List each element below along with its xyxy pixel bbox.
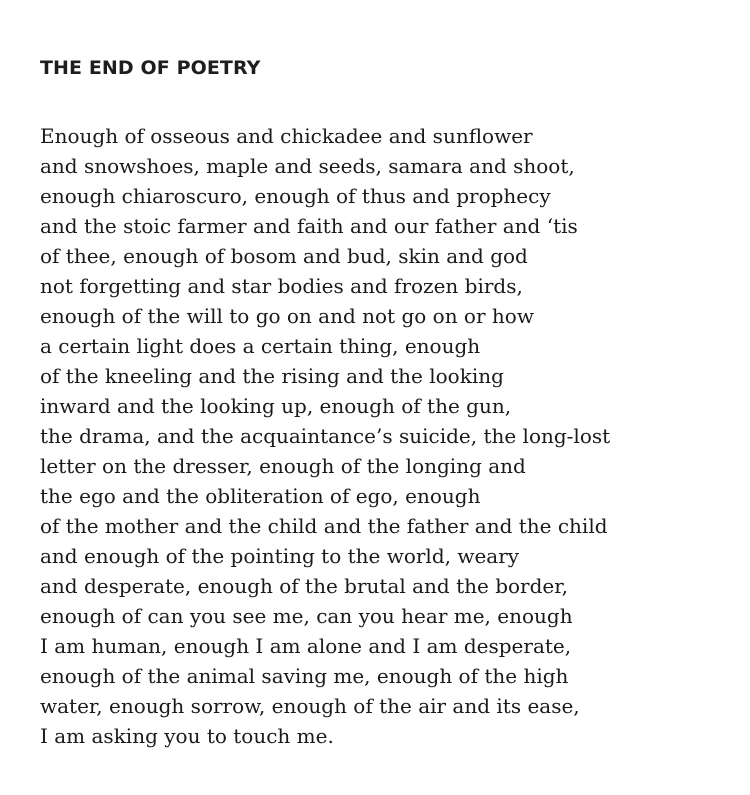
poem-line-1: Enough of osseous and chickadee and sunflower bbox=[40, 124, 533, 148]
poem-line-17: enough of can you see me, can you hear me, enough bbox=[40, 604, 573, 628]
poem-body bbox=[40, 121, 610, 751]
poem-line-4: and the stoic farmer and faith and our father and ‘tis bbox=[40, 214, 578, 238]
poem-line-12: letter on the dresser, enough of the longing and bbox=[40, 454, 526, 478]
poem-line-11: the drama, and the acquaintance’s suicide, the long-lost bbox=[40, 424, 611, 448]
poem-line-20: water, enough sorrow, enough of the air and its ease, bbox=[40, 694, 580, 718]
poem-line-7: enough of the will to go on and not go on or how bbox=[40, 304, 534, 328]
poem-line-13: the ego and the obliteration of ego, enough bbox=[40, 484, 481, 508]
poem-line-14: of the mother and the child and the father and the child bbox=[40, 514, 608, 538]
poem-line-9: of the kneeling and the rising and the looking bbox=[40, 364, 504, 388]
poem-line-18: I am human, enough I am alone and I am desperate, bbox=[40, 634, 572, 658]
poem-line-10: inward and the looking up, enough of the gun, bbox=[40, 394, 512, 418]
poem-line-8: a certain light does a certain thing, enough bbox=[40, 334, 481, 358]
poem-line-6: not forgetting and star bodies and frozen birds, bbox=[40, 274, 523, 298]
poem-line-3: enough chiaroscuro, enough of thus and prophecy bbox=[40, 184, 551, 208]
poem-line-21: I am asking you to touch me. bbox=[40, 724, 334, 748]
poem-line-2: and snowshoes, maple and seeds, samara and shoot, bbox=[40, 154, 575, 178]
poem-title: THE END OF POETRY bbox=[40, 57, 261, 79]
poem-line-19: enough of the animal saving me, enough of the high bbox=[40, 664, 569, 688]
poem-line-16: and desperate, enough of the brutal and the border, bbox=[40, 574, 568, 598]
poem-line-5: of thee, enough of bosom and bud, skin and god bbox=[40, 244, 528, 268]
poem-line-15: and enough of the pointing to the world, weary bbox=[40, 544, 520, 568]
